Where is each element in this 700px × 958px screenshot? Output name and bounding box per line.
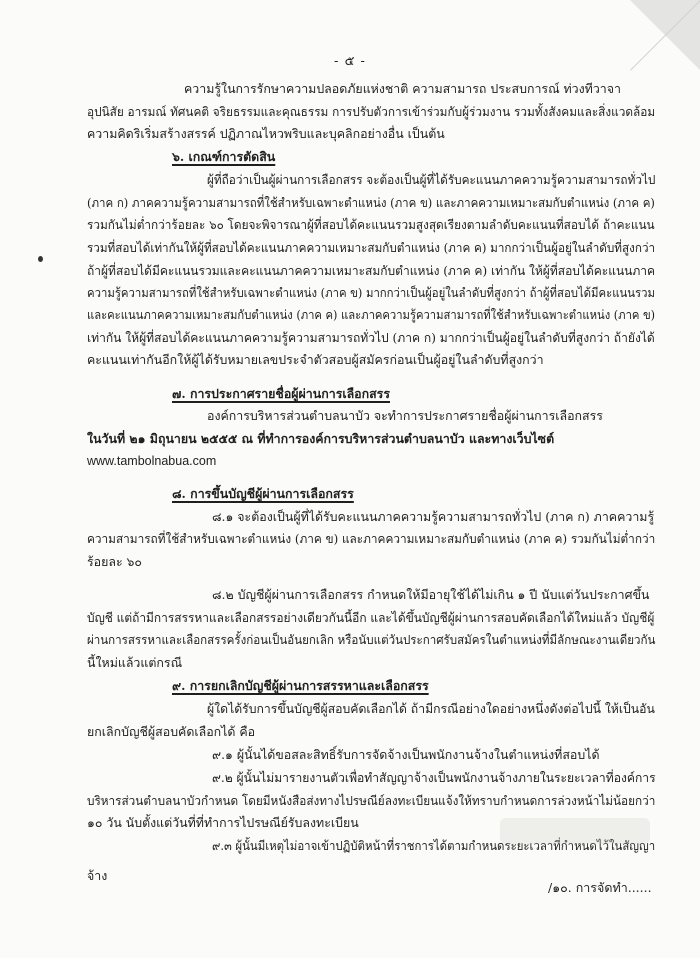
website-link[interactable]: www.tambolnabua.com [87, 454, 217, 468]
paragraph-line: ความสามารถที่ใช้สำหรับเฉพาะตำแหน่ง (ภาค ข) และภาคความเหมาะสมกับตำแหน่ง (ภาค ค) รวมกันไม่ต่ำกว่า [87, 531, 656, 546]
paragraph-line: ผ่านการสรรหาและเลือกสรรครั้งก่อนเป็นอันยกเลิก หรือนับแต่วันประกาศรับสมัครในตำแหน่งที่มีลักษณะงานเดียวกัน [87, 632, 656, 647]
faded-stamp [500, 818, 650, 844]
paragraph-line: ความรู้ความสามารถที่ใช้สำหรับเฉพาะตำแหน่ง (ภาค ข) มากกว่าเป็นผู้อยู่ในลำดับที่สูงกว่า ถ้าผู้ที่สอบได้มีคะแนนรวม [87, 285, 656, 300]
section-heading: ๖. เกณฑ์การตัดสิน [172, 149, 276, 164]
paragraph-line: ยกเลิกบัญชีผู้สอบคัดเลือกได้ คือ [87, 724, 256, 739]
paragraph-line: ๘.๑ จะต้องเป็นผู้ที่ได้รับคะแนนภาคความรู้ความสามารถทั่วไป (ภาค ก) ภาคความรู้ [212, 509, 655, 524]
paragraph-line: ๙.๓ ผู้นั้นมีเหตุไม่อาจเข้าปฏิบัติหน้าที่ราชการได้ตามกำหนดระยะเวลาที่กำหนดไว้ในสัญญา [212, 838, 656, 853]
paragraph-line: และคะแนนภาคความเหมาะสมกับตำแหน่ง (ภาค ค) และภาคความรู้ความสามารถที่ใช้สำหรับเฉพาะตำแหน่ง (ภาค ข) [87, 307, 656, 322]
paragraph-line: ๑๐ วัน นับตั้งแต่วันที่ที่ทำการไปรษณีย์รับลงทะเบียน [87, 815, 359, 830]
page-number: - ๕ - [334, 54, 366, 69]
paragraph-line: ๙.๑ ผู้นั้นได้ขอสละสิทธิ์รับการจัดจ้างเป็นพนักงานจ้างในตำแหน่งที่สอบได้ [212, 747, 600, 762]
paragraph-line: รวมกันไม่ต่ำกว่าร้อยละ ๖๐ โดยจะพิจารณาผู้ที่สอบได้คะแนนรวมสูงสุดเรียงตามลำดับคะแนนที่สอบได้ ถ้าคะแนน [87, 217, 655, 232]
paragraph-line: จ้าง [87, 868, 108, 883]
section-heading: ๙. การยกเลิกบัญชีผู้ผ่านการสรรหาและเลือกสรร [172, 678, 429, 693]
paragraph-line: คะแนนเท่ากันอีกให้ผู้ได้รับหมายเลขประจำตัวสอบผู้สมัครก่อนเป็นผู้อยู่ในลำดับที่สูงกว่า [87, 352, 544, 367]
paragraph-line: บัญชี แต่ถ้ามีการสรรหาและเลือกสรรอย่างเดียวกันนี้อีก และได้ขึ้นบัญชีผู้ผ่านการสอบคัดเลือกได้ใหม่แล้ว บัญชีผู้ [87, 610, 655, 625]
section-heading: ในวันที่ ๒๑ มิถุนายน ๒๕๕๕ ณ ที่ทำการองค์การบริหารส่วนตำบลนาบัว และทางเว็บไซต์ [87, 431, 555, 446]
paragraph-line: ๘.๒ บัญชีผู้ผ่านการเลือกสรร กำหนดให้มีอายุใช้ได้ไม่เกิน ๑ ปี นับแต่วันประกาศขึ้น [212, 587, 650, 602]
paragraph-line: ความรู้ในการรักษาความปลอดภัยแห่งชาติ ความสามารถ ประสบการณ์ ท่วงทีวาจา [184, 81, 621, 96]
paragraph-line: ๙.๒ ผู้นั้นไม่มารายงานตัวเพื่อทำสัญญาจ้างเป็นพนักงานจ้างภายในระยะเวลาที่องค์การ [212, 770, 656, 785]
section-heading: ๘. การขึ้นบัญชีผู้ผ่านการเลือกสรร [172, 486, 354, 501]
paragraph-line: ถ้าผู้ที่สอบได้มีคะแนนรวมและคะแนนภาคความเหมาะสมกับตำแหน่ง (ภาค ค) เท่ากัน ให้ผู้ที่สอบได้คะแนนภาค [87, 263, 656, 278]
paragraph-line: เท่ากัน ให้ผู้ที่สอบได้คะแนนภาคความรู้ความสามารถทั่วไป (ภาค ก) มากกว่าเป็นผู้อยู่ในลำดับที่สูงกว่า ถ้ายังได้ [87, 330, 655, 345]
paragraph-line: (ภาค ก) ภาคความรู้ความสามารถที่ใช้สำหรับเฉพาะตำแหน่ง (ภาค ข) และภาคความเหมาะสมกับตำแหน่ง (ภาค ค) [87, 195, 655, 210]
paragraph-line: องค์การบริหารส่วนตำบลนาบัว จะทำการประกาศรายชื่อผู้ผ่านการเลือกสรร [207, 408, 603, 423]
paragraph-line: บริหารส่วนตำบลนาบัวกำหนด โดยมีหนังสือส่งทางไปรษณีย์ลงทะเบียนแจ้งให้ทราบกำหนดการล่วงหน้าไม่น้อยกว่า [87, 793, 656, 808]
ink-dot [38, 256, 43, 262]
paragraph-line: นี้ใหม่แล้วแต่กรณี [87, 655, 183, 670]
paragraph-line: ร้อยละ ๖๐ [87, 554, 142, 569]
paragraph-line: ความคิดริเริ่มสร้างสรรค์ ปฏิภาณไหวพริบและบุคลิกอย่างอื่น เป็นต้น [87, 126, 445, 141]
paragraph-line: รวมที่สอบได้เท่ากันให้ผู้ที่สอบได้คะแนนภาคความเหมาะสมกับตำแหน่ง (ภาค ค) มากกว่าเป็นผู้อยู่ในลำดับที่สูงกว่า [87, 240, 656, 255]
section-heading: ๗. การประกาศรายชื่อผู้ผ่านการเลือกสรร [172, 386, 390, 401]
paragraph-line: ผู้ที่ถือว่าเป็นผู้ผ่านการเลือกสรร จะต้องเป็นผู้ที่ได้รับคะแนนภาคความรู้ความสามารถทั่วไป [207, 172, 656, 187]
continuation-note: /๑๐. การจัดทำ...... [548, 880, 652, 895]
paragraph-line: อุปนิสัย อารมณ์ ทัศนคติ จริยธรรมและคุณธรรม การปรับตัวการเข้าร่วมกับผู้ร่วมงาน รวมทั้งสังคมและสิ่งแวดล้อม [87, 104, 656, 119]
paragraph-line: ผู้ใดได้รับการขึ้นบัญชีผู้สอบคัดเลือกได้ ถ้ามีกรณีอย่างใดอย่างหนึ่งดังต่อไปนี้ ให้เป็นอัน [207, 701, 655, 716]
